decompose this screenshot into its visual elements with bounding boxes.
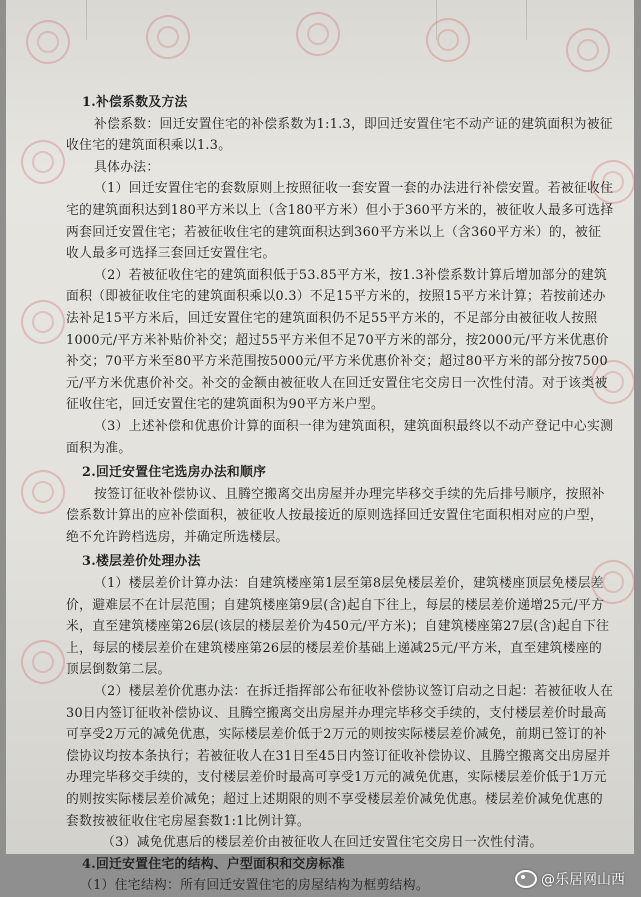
paragraph: 具体办法： xyxy=(94,159,160,175)
paragraph: （1）住宅结构：所有回迁安置住宅的房屋结构为框剪结构。 xyxy=(80,878,429,894)
watermark-text: @乐居网山西 xyxy=(541,872,625,888)
background-watermark-icon xyxy=(290,6,346,62)
background-watermark-icon xyxy=(15,294,71,350)
background-watermark-icon xyxy=(560,22,616,78)
source-watermark xyxy=(515,869,625,889)
background-watermark-icon xyxy=(420,12,476,68)
background-watermark-icon xyxy=(15,634,71,690)
paragraph: （3）上述补偿和优惠价计算的面积一律为建筑面积，建筑面积最终以不动产登记中心实测面积为准。 xyxy=(66,418,614,456)
paragraph: 补偿系数：回迁安置住宅的补偿系数为1:1.3，即回迁安置住宅不动产证的建筑面积为被征收住宅的建筑面积乘以1.3。 xyxy=(66,116,613,154)
paragraph: （2）若被征收住宅的建筑面积低于53.85平方米，按1.3补偿系数计算后增加部分的建筑面积（即被征收住宅的建筑面积乘以0.3）不足15平方米的，按照15平方米计算；若按前述办法补足15平方米后，回迁安置住宅的建筑面积仍不足55平方米的，不足部分由被征收人按照1000元/平方米补贴价补交；超过55平方米但不足70平方米的部分，按2000元/平方米优惠价补交；70平方米至80平方米范围按5000元/平方米优惠价补交；超过80平方米的部分按7500元/平方米优惠价补交。补交的金额由被征收人在回迁安置住宅交房日一次性付清。对于该类被征收住宅，回迁安置住宅的建筑面积为90平方米户型。 xyxy=(66,267,609,413)
paragraph: （1）楼层差价计算办法：自建筑楼座第1层至第8层免楼层差价，建筑楼座顶层免楼层差价，避难层不在计层范围；自建筑楼座第9层(含)起自下往上，每层的楼层差价递增25元/平方米，直至建筑楼座第26层(该层的楼层差价为450元/平方米)；自建筑楼座第27层(含)起自下往上，每层的楼层差价在建筑楼座第26层的楼层差价基础上递减25元/平方米，直至建筑楼座的顶层倒数第二层。 xyxy=(66,576,610,678)
background-watermark-icon xyxy=(15,134,71,190)
section-heading: 1.补偿系数及方法 xyxy=(82,95,188,110)
paragraph: 按签订征收补偿协议、且腾空搬离交出房屋并办理完毕移交手续的先后排号顺序，按照补偿系数计算出的应补偿面积，被征收人按最接近的原则选择回迁安置住宅面积相对应的户型，绝不允许跨档选房，并确定所选楼层。 xyxy=(66,486,605,545)
weibo-icon xyxy=(515,870,537,888)
document-body xyxy=(66,92,614,897)
background-watermark-icon xyxy=(140,9,196,65)
section-heading: 3.楼层差价处理办法 xyxy=(82,554,201,570)
section-heading: 4.回迁安置住宅的结构、户型面积和交房标准 xyxy=(82,856,345,872)
paragraph: （2）楼层差价优惠办法：在拆迁指挥部公布征收补偿协议签订启动之日起：若被征收人在30日内签订征收补偿协议、且腾空搬离交出房屋并办理完毕移交手续的，支付楼层差价时最高可享受2万元的减免优惠，实际楼层差价低于2万元的则按实际楼层差价减免，前期已签订的补偿协议均按本条执行；若被征收人在31日至45日内签订征收补偿协议、且腾空搬离交出房屋并办理完毕移交手续的，支付楼层差价时最高可享受1万元的减免优惠，实际楼层差价低于1万元的则按实际楼层差价减免；超过上述期限的则不享受楼层差价减免优惠。楼层差价减免优惠的套数按被征收住宅房屋套数1:1比例计算。 xyxy=(66,684,614,829)
background-watermark-icon xyxy=(20,14,76,70)
paper-fold xyxy=(86,0,87,40)
paper-fold xyxy=(526,0,527,40)
section-heading: 2.回迁安置住宅选房办法和顺序 xyxy=(82,465,267,481)
background-watermark-icon xyxy=(15,464,71,520)
paragraph: （1）回迁安置住宅的套数原则上按照征收一套安置一套的办法进行补偿安置。若被征收住宅的建筑面积达到180平方米以上（含180平方米）但小于360平方米的，被征收人最多可选择两套回迁安置住宅；若被征收住宅的建筑面积达到360平方米以上（含360平方米）的，被征收人最多可选择三套回迁安置住宅。 xyxy=(66,181,614,262)
paragraph: （3）减免优惠后的楼层差价由被征收人在回迁安置住宅交房日一次性付清。 xyxy=(102,835,543,851)
